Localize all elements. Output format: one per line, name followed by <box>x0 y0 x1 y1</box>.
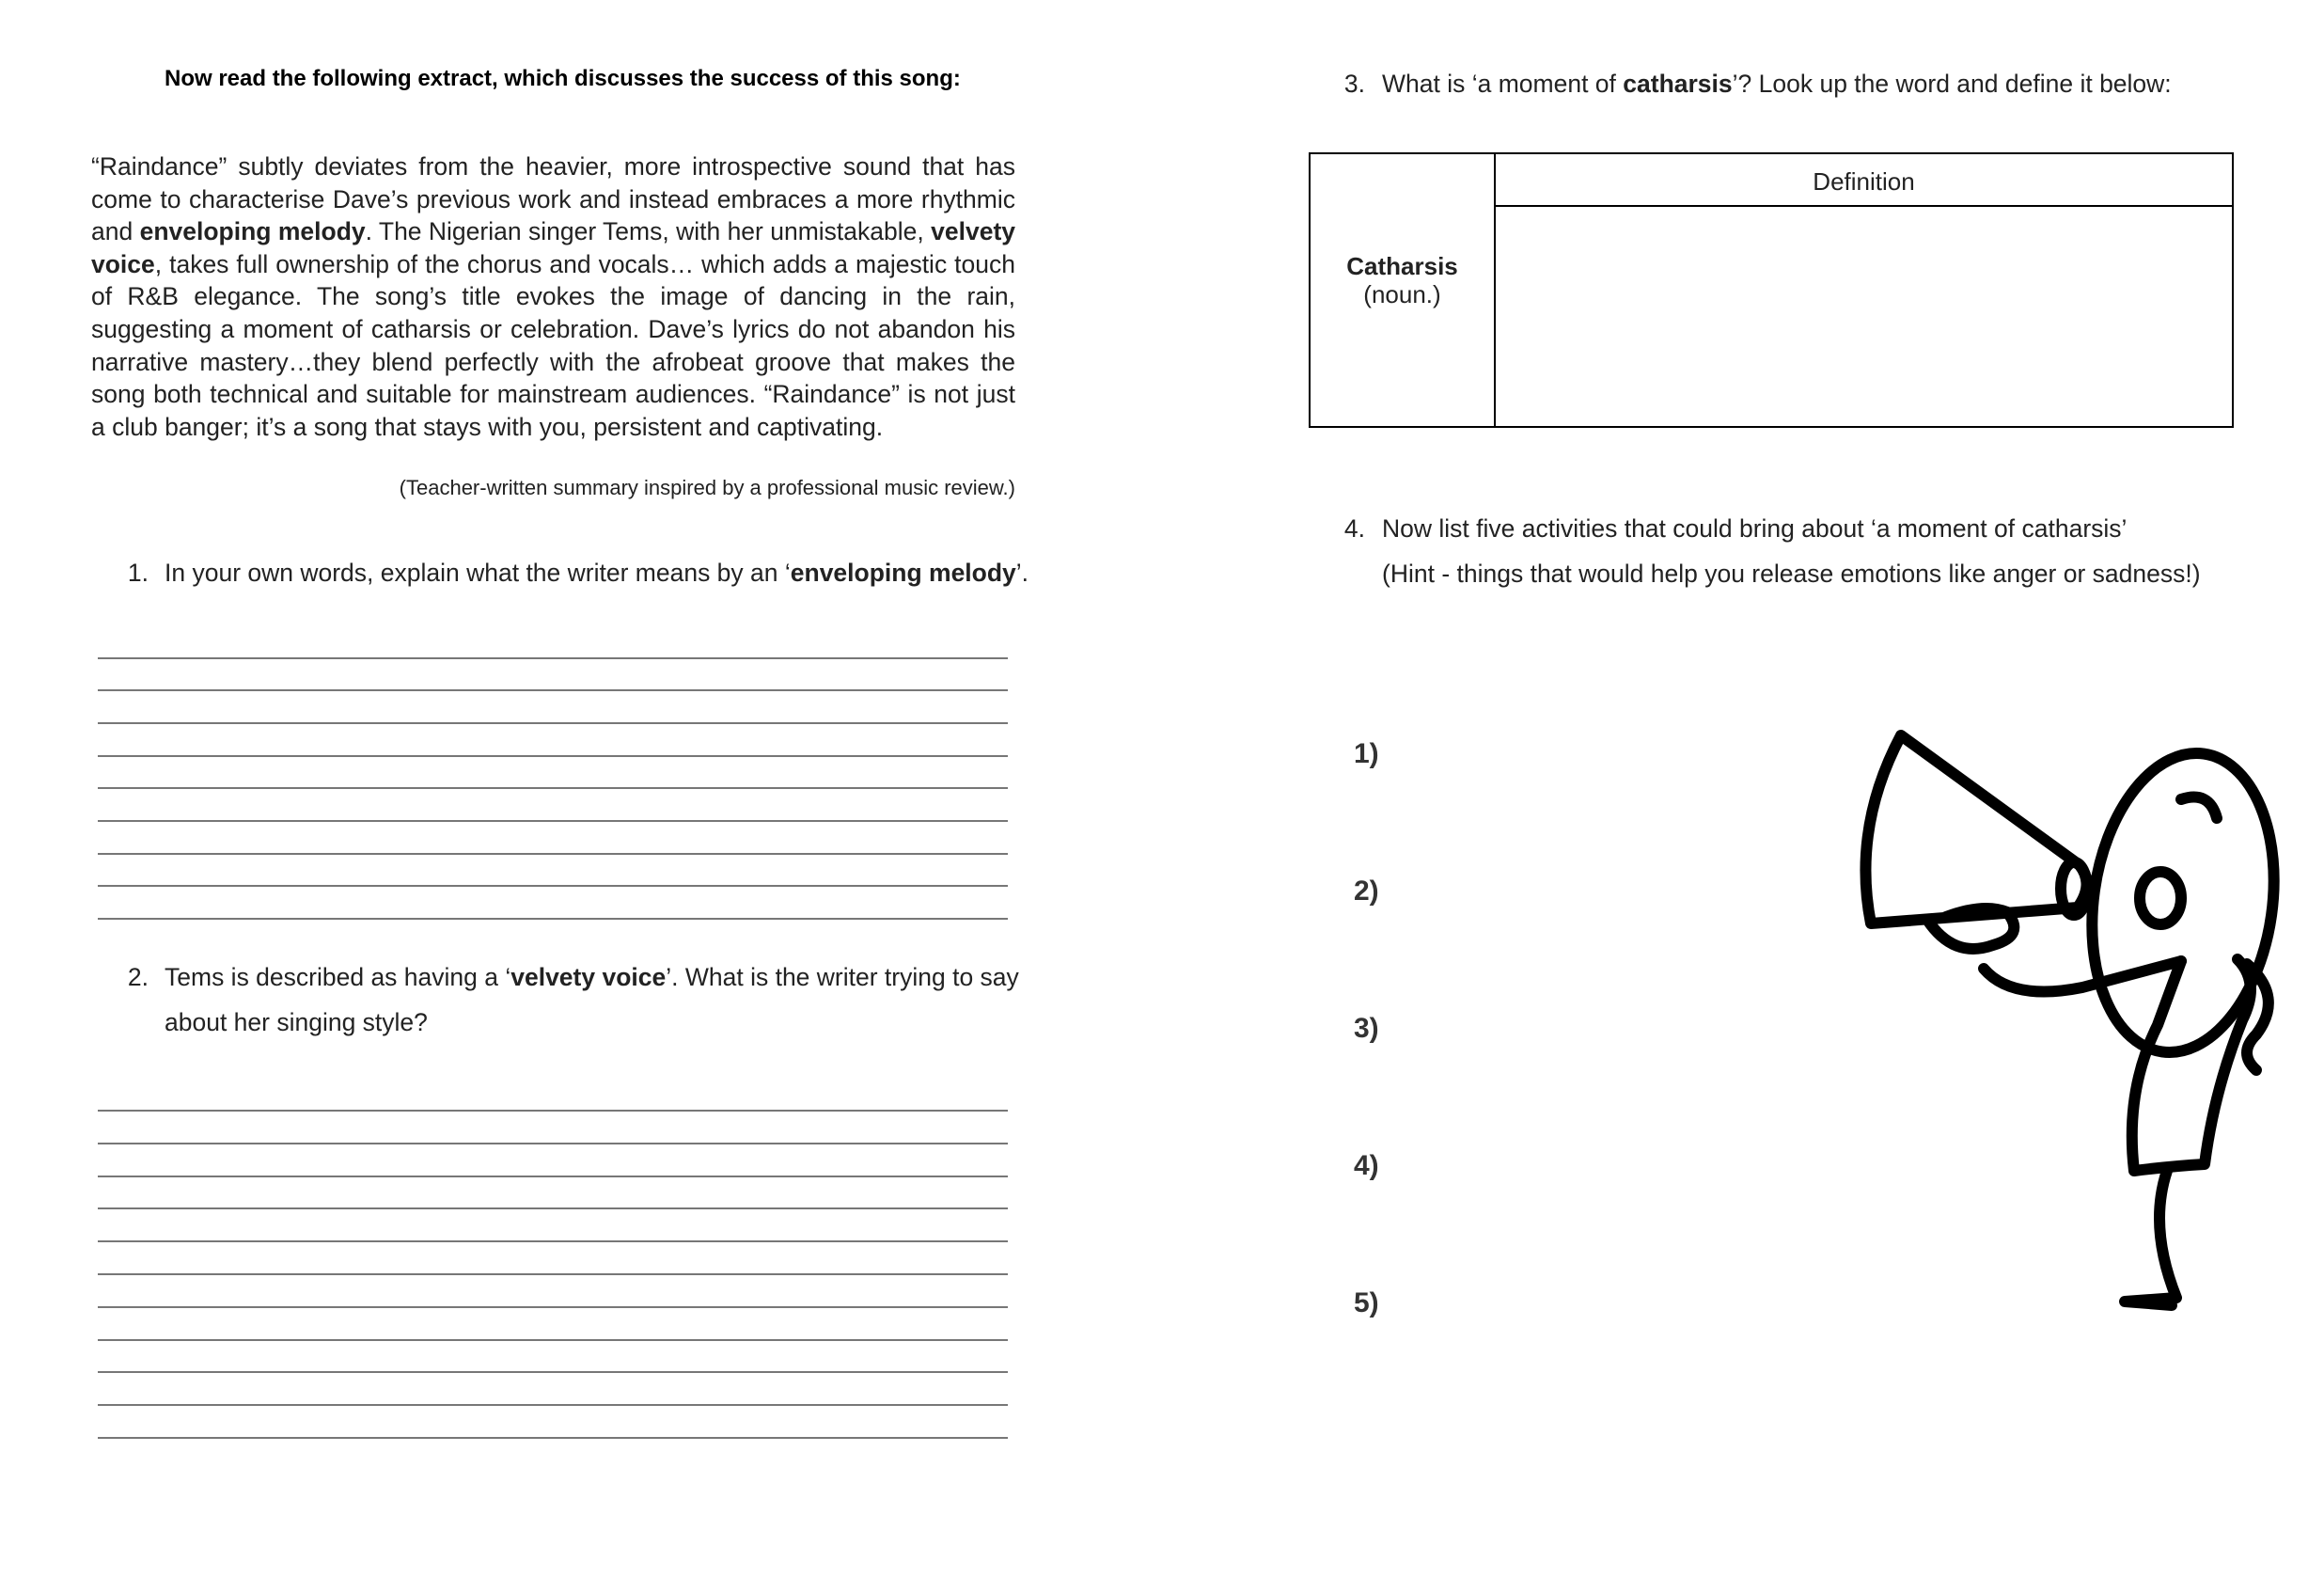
extract-intro-heading: Now read the following extract, which discusses the success of this song: <box>165 66 961 91</box>
answer-line[interactable] <box>98 885 1008 887</box>
answer-line[interactable] <box>98 689 1008 691</box>
activity-4-label: 4) <box>1354 1150 1379 1181</box>
extract-paragraph <box>91 150 1015 443</box>
answer-line[interactable] <box>98 1176 1008 1177</box>
definition-header: Definition <box>1813 167 1915 196</box>
activity-3-label: 3) <box>1354 1013 1379 1044</box>
megaphone-cone <box>1865 735 2086 923</box>
question-2-number: 2. <box>127 963 149 991</box>
question-1-number: 1. <box>127 559 149 587</box>
extract-source-note: (Teacher-written summary inspired by a professional music review.) <box>399 476 1015 499</box>
answer-line[interactable] <box>98 1143 1008 1144</box>
figure-eyebrow <box>2181 797 2217 819</box>
answer-line[interactable] <box>98 787 1008 789</box>
answer-line[interactable] <box>98 1371 1008 1373</box>
answer-line[interactable] <box>98 1339 1008 1341</box>
answer-line[interactable] <box>98 1207 1008 1209</box>
term-part-of-speech: (noun.) <box>1363 280 1441 308</box>
question-4-hint: (Hint - things that would help you release emotions like anger or sadness!) <box>1382 560 2201 588</box>
extract-bold-velvety-voice: velvety voice <box>91 217 1016 278</box>
question-2-answer-lines[interactable] <box>98 0 1008 1</box>
question-3-text: What is ‘a moment of catharsis’? Look up the word and define it below: <box>1382 70 2172 98</box>
answer-line[interactable] <box>98 820 1008 822</box>
definition-answer-cell[interactable] <box>1496 207 2232 426</box>
activity-2-label: 2) <box>1354 876 1379 907</box>
term-word: Catharsis <box>1346 252 1458 280</box>
question-2-text-line-1: Tems is described as having a ‘velvety voice’. What is the writer trying to say <box>165 963 1019 991</box>
megaphone-person-icon <box>1843 715 2313 1335</box>
figure-arm <box>1984 961 2181 992</box>
answer-line[interactable] <box>98 918 1008 920</box>
answer-line[interactable] <box>98 755 1008 757</box>
answer-line[interactable] <box>98 1437 1008 1439</box>
activity-1-label: 1) <box>1354 738 1379 769</box>
activity-5-label: 5) <box>1354 1287 1379 1318</box>
definition-table <box>1309 152 2234 428</box>
answer-line[interactable] <box>98 1306 1008 1308</box>
extract-text-1: “Raindance” subtly deviates from the heavier, more introspective sound that has come to characterise Dave’s previous work and instead embraces a more rhythmic and <box>91 152 1015 246</box>
term-cell <box>1311 252 1494 308</box>
question-2-text-line-2: about her singing style? <box>165 1008 428 1036</box>
question-1-text: In your own words, explain what the writer means by an ‘enveloping melody’. <box>165 559 1029 587</box>
extract-bold-enveloping-melody: enveloping melody <box>139 217 366 246</box>
figure-leg <box>2125 1171 2176 1305</box>
answer-line[interactable] <box>98 657 1008 659</box>
extract-text-2: . The Nigerian singer Tems, with her unmistakable, <box>365 217 932 246</box>
extract-text-3: , takes full ownership of the chorus and vocals… which adds a majestic touch of R&B elegance. The song’s title evokes the image of dancing in the rain, suggesting a moment of catharsis or celebration. Dave’s lyrics do not abandon his narrative mastery…they blend perfectly with the afrobeat groove that makes the song both technical and suitable for mainstream audiences. “Raindance” is not just a club banger; it’s a song that stays with you, persistent and captivating. <box>91 249 1015 441</box>
question-4-text-line-1: Now list five activities that could bring about ‘a moment of catharsis’ <box>1382 514 2128 543</box>
answer-line[interactable] <box>98 1273 1008 1275</box>
answer-line[interactable] <box>98 722 1008 724</box>
question-3-number: 3. <box>1343 70 1365 98</box>
answer-line[interactable] <box>98 1110 1008 1112</box>
question-2 <box>0 955 1034 1049</box>
answer-line[interactable] <box>98 1404 1008 1406</box>
answer-line[interactable] <box>98 1240 1008 1242</box>
figure-body <box>2132 959 2251 1171</box>
question-4 <box>0 506 2324 600</box>
answer-line[interactable] <box>98 853 1008 855</box>
question-3 <box>0 61 2324 108</box>
question-4-number: 4. <box>1343 514 1365 543</box>
figure-mouth <box>2140 872 2181 924</box>
